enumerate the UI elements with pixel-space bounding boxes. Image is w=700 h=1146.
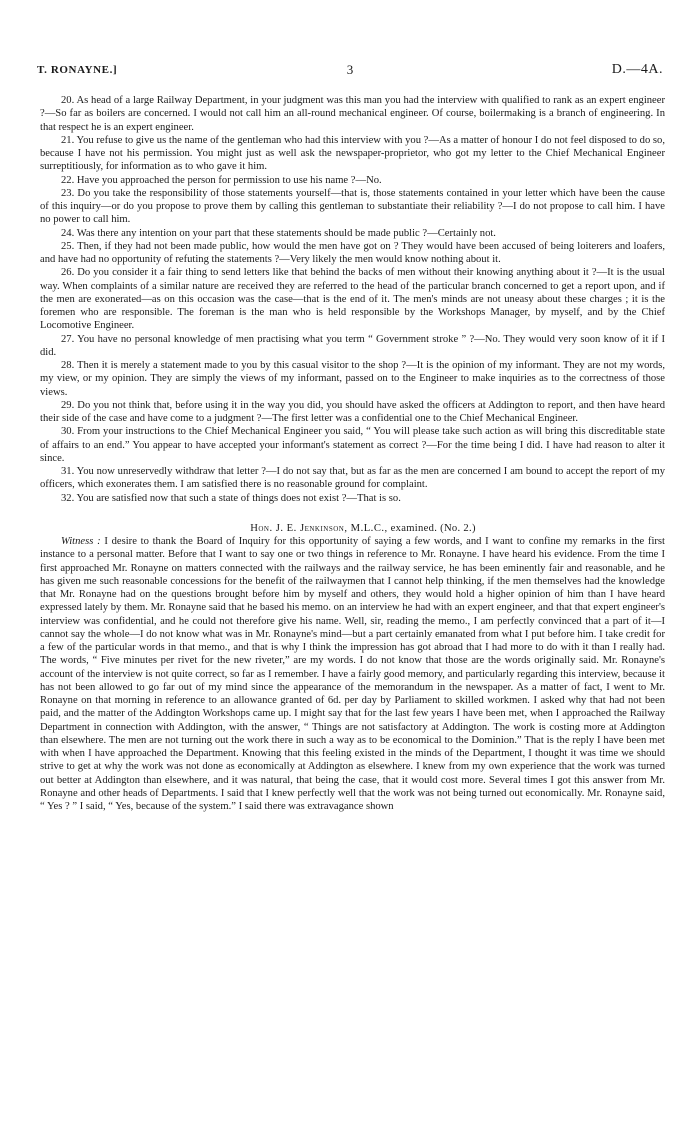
qa-paragraph-30: 30. From your instructions to the Chief Mechanical Engineer you said, “ You will please take such action as will bring this discreditable state of affairs to an end.” You appear to have accepted your informant's statement as correct ?—For the time being I did. I have had reason to alter it since. [40, 426, 665, 464]
qa-paragraph-28: 28. Then it is merely a statement made to you by this casual visitor to the shop ?—It is the opinion of my informant. They are not my words, my view, or my opinion. They are simply the views of my informant, passed on to the Engineer to make inquiries as to the correctness of those views. [40, 360, 665, 398]
qa-paragraph-25: 25. Then, if they had not been made public, how would the men have got on ? They would have been accused of being loiterers and loafers, and have had no opportunity of refuting the statements ?—Very likely the men would know nothing about it. [40, 240, 665, 265]
document-reference: D.—4A. [611, 62, 663, 77]
qa-paragraph-23: 23. Do you take the responsibility of those statements yourself—that is, those statements contained in your letter which have been the cause of this inquiry—or do you propose to prove them by calling this gentleman to substantiate their reliability ?—I do not propose to call him. I have no power to call him. [40, 187, 665, 226]
page-header [37, 64, 663, 82]
qa-paragraph-22: 22. Have you approached the person for permission to use his name ?—No. [61, 174, 382, 186]
qa-paragraph-20: 20. As head of a large Railway Department, in your judgment was this man you had the interview with qualified to rank as an expert engineer ?—So far as boilers are concerned. I would not call him an all-round mechanical engineer. Of course, boilermaking is a branch of engineering. In that respect he is an expert engineer. [40, 95, 665, 133]
qa-paragraph-31: 31. You now unreservedly withdraw that letter ?—I do not say that, but as far as the men are concerned I am bound to accept the report of my officers, which exonerates them. I am satisfied there is no reasonable ground for complaint. [40, 466, 665, 491]
witness-heading-name: Hon. J. E. Jenkinson, M.L.C., [250, 522, 388, 534]
section-spacer [40, 505, 665, 522]
witness-heading-suffix: examined. (No. 2.) [390, 522, 476, 534]
page-number: 3 [346, 62, 354, 77]
section-heading [40, 522, 665, 535]
header-witness-name: T. RONAYNE.] [37, 64, 118, 76]
witness-statement [40, 535, 665, 813]
qa-paragraph-24: 24. Was there any intention on your part that these statements should be made public ?—Certainly not. [61, 227, 496, 239]
qa-paragraph-32: 32. You are satisfied now that such a state of things does not exist ?—That is so. [61, 492, 401, 504]
qa-paragraph-29: 29. Do you not think that, before using it in the way you did, you should have asked the officers at Addington to report, and then have heard their side of the case and have come to a judgment ?—The first letter was a confidential one to the Chief Mechanical Engineer. [40, 399, 665, 424]
qa-paragraph-26: 26. Do you consider it a fair thing to send letters like that behind the backs of men without their knowing anything about it ?—It is the usual way. When complaints of a similar nature are received they are referred to the head of the particular branch concerned to get a report upon, and if the men are exonerated—as on this occasion was the case—that is the end of it. The men's minds are not uneasy about these charges ; it is the foremen who are responsible. The foreman is the man who is held responsible by the Workshops Manager, by myself, and by the Chief Locomotive Engineer. [40, 267, 665, 332]
witness-label: Witness : [61, 536, 101, 547]
document-body [40, 94, 665, 813]
witness-statement-text: I desire to thank the Board of Inquiry for this opportunity of saying a few words, and I want to confine my remarks in the first instance to a personal matter. Before that I want to say one or two things in reference to Mr. Ronayne. I have heard his evidence. From the time I first approached Mr. Ronayne on matters connected with the railways and the railway service, he has been eminently fair and reasonable, and he has given me such reasonable concessions for the benefit of the railwaymen that I cannot help thinking, if the men themselves had the knowledge that Mr. Ronayne had on the questions brought before him by myself and others, they would hold a higher opinion of him than I have heard expressed lately by them. Mr. Ronayne said that he based his memo. on an interview he had with an expert engineer, and that that expert engineer's interview was confidential, and he could not therefore give his name. Well, sir, reading the memo., I am perfectly convinced that a part of it—I cannot say the whole—I do not know what was in Mr. Ronayne's mind—but a part certainly emanated from what I put before him. I take credit for a few of the particular words in that memo., and that is why I think the impression has got abroad that I had more to do with it than I really had. The words, “ Five minutes per rivet for the new riveter,” are my words. I do not know that those are the words originally said. Mr. Ronayne's account of the interview is not quite correct, so far as I remember. I have a fairly good memory, and particularly regarding this interview, because it has not been allowed to go far out of my mind since the appearance of the memorandum in the newspaper. As a matter of fact, I went to Mr. Ronayne on that morning in reference to an allowance granted of 6d. per day by Parliament to skilled workmen. I asked why that had not been paid, and the matter of the Addington Workshops came up. I might say that for the last few years I have been met, when I approached the Railway Department in connection with Addington, with the answer, “ Things are not satisfactory at Addington. The work is costing more at Addington than elsewhere. The men are not turning out the work there in such a way as to be economical to the Dominion.” That is the reply I have been met with when I have approached the Department. Knowing that this feeling existed in the minds of the Department, I thought it was time we should strive to get at why the work was not done as economically at Addington as elsewhere. I knew from my own experience that the work was turned out better at Addington than elsewhere, and it was natural, that being the case, that it would cost more. Several times I got this answer from Mr. Ronayne and other heads of Departments. I said that I knew perfectly well that the work was not being turned out economically. Mr. Ronayne said, “ Yes ? ” I said, “ Yes, because of the system.” I said there was extravagance shown [40, 536, 665, 812]
qa-paragraph-27: 27. You have no personal knowledge of men practising what you term “ Government stroke ” ?—No. They would very soon know of it if I did. [40, 333, 665, 358]
qa-paragraph-21: 21. You refuse to give us the name of the gentleman who had this interview with you ?—As a matter of honour I do not feel disposed to do so, because I have not his permission. You might just as well ask the newspaper-proprietor, who got my letter to the Chief Mechanical Engineer surreptitiously, for information as to who gave it him. [40, 134, 665, 173]
